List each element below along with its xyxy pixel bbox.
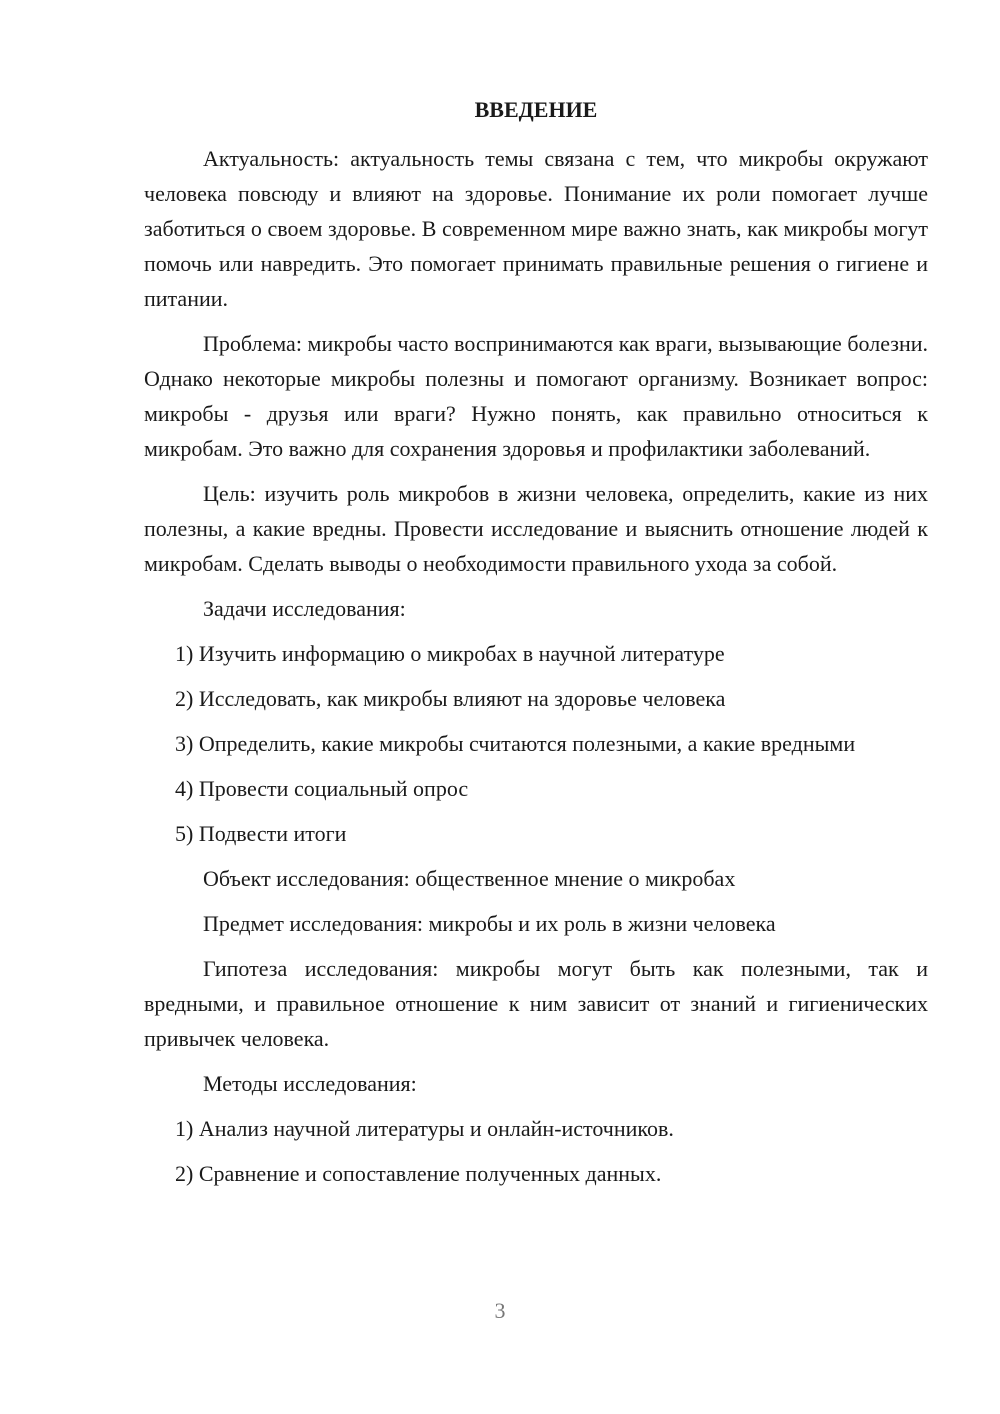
relevance-paragraph: Актуальность: актуальность темы связана с тем, что микробы окружают человека повсюду и влияют на здоровье. Понимание их роли помогает лучше заботиться о своем здоровье. В современном мире важно знать, как микробы могут помочь или навредить. Это помогает принимать правильные решения о гигиене и питании.	[144, 146, 928, 311]
research-subject: Предмет исследования: микробы и их роль в жизни человека	[203, 911, 776, 936]
problem-paragraph: Проблема: микробы часто воспринимаются как враги, вызывающие болезни. Однако некоторые микробы полезны и помогают организму. Возникает вопрос: микробы - друзья или враги? Нужно понять, как правильно относиться к микробам. Это важно для сохранения здоровья и профилактики заболеваний.	[144, 331, 928, 461]
section-title: ВВЕДЕНИЕ	[474, 97, 598, 122]
task-item: 1) Изучить информацию о микробах в научной литературе	[175, 641, 725, 666]
method-item: 2) Сравнение и сопоставление полученных данных.	[175, 1161, 662, 1186]
task-item: 2) Исследовать, как микробы влияют на здоровье человека	[175, 686, 726, 711]
research-hypothesis: Гипотеза исследования: микробы могут быть как полезными, так и вредными, и правильное отношение к ним зависит от знаний и гигиенических привычек человека.	[144, 956, 928, 1051]
page-number: 3	[494, 1298, 506, 1323]
task-item: 3) Определить, какие микробы считаются полезными, а какие вредными	[175, 731, 856, 756]
methods-heading: Методы исследования:	[203, 1071, 417, 1096]
tasks-heading: Задачи исследования:	[203, 596, 406, 621]
research-object: Объект исследования: общественное мнение о микробах	[203, 866, 736, 891]
task-item: 4) Провести социальный опрос	[175, 776, 469, 801]
goal-paragraph: Цель: изучить роль микробов в жизни человека, определить, какие из них полезны, а какие вредны. Провести исследование и выяснить отношение людей к микробам. Сделать выводы о необходимости правильного ухода за собой.	[144, 481, 928, 576]
method-item: 1) Анализ научной литературы и онлайн-источников.	[175, 1116, 674, 1141]
task-item: 5) Подвести итоги	[175, 821, 347, 846]
page-content	[144, 92, 928, 1201]
